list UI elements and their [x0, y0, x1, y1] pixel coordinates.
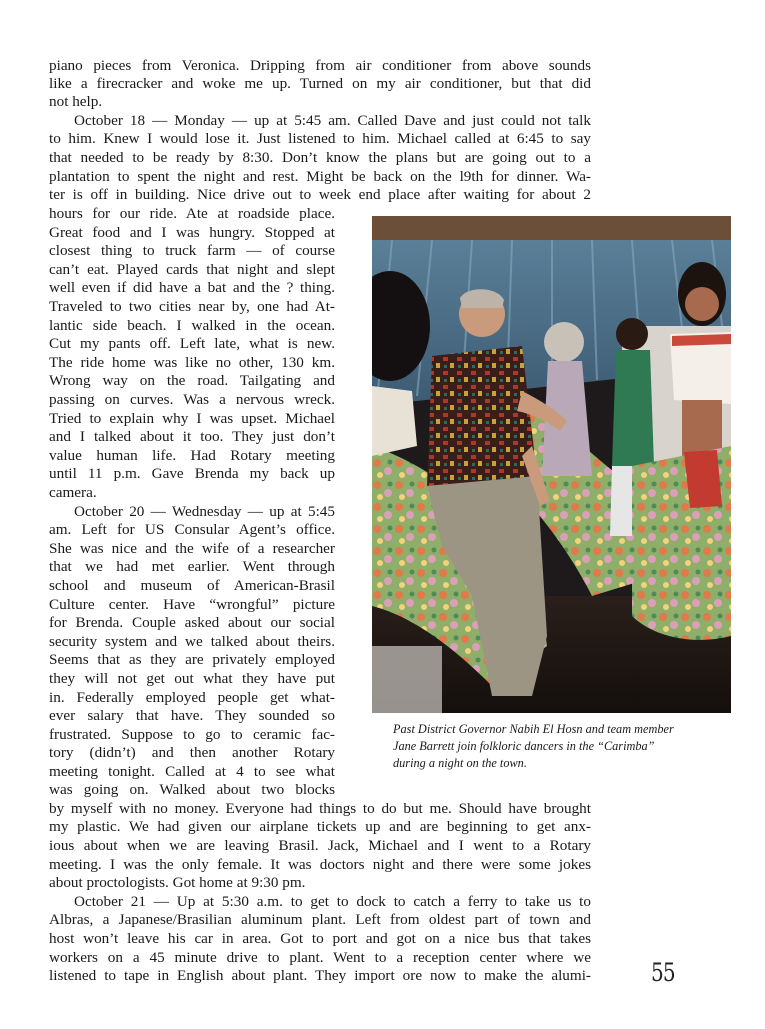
body-line: listened to tape in English about plant. They import ore now to make the alumi-: [49, 967, 591, 984]
body-line: to him. Knew I would lose it. Just listened to him. Michael called at 6:45 to say: [49, 130, 591, 147]
body-line: Great food and I was hungry. Stopped at: [49, 224, 335, 241]
caption-line: Past District Governor Nabih El Hosn and team member: [393, 722, 674, 736]
body-line: for Brenda. Couple asked about our social: [49, 614, 335, 631]
body-line: Tried to explain why I was upset. Michael: [49, 410, 335, 427]
body-line: Traveled to two cities near by, one had At-: [49, 298, 335, 315]
body-line: meeting. I was the only female. It was doctors night and there were some jokes: [49, 856, 591, 873]
dancers-photo: [372, 216, 731, 713]
body-line: camera.: [49, 484, 97, 501]
page-number: 55: [651, 958, 675, 987]
body-line: that needed to be ready by 8:30. Don’t know the plans but are going out to a: [49, 149, 591, 166]
body-line: was going on. Walked about two blocks: [49, 781, 335, 798]
body-line: not help.: [49, 93, 103, 110]
body-line: Albras, a Japanese/Brasilian aluminum plant. Left from oldest part of town and: [49, 911, 591, 928]
body-line: She was nice and the wife of a researcher: [49, 540, 335, 557]
body-line: Wrong way on the road. Tailgating and: [49, 372, 335, 389]
body-line: my plastic. We had given our airplane tickets up and are beginning to get anx-: [49, 818, 591, 835]
body-line: passing on curves. Was a nervous wreck.: [49, 391, 335, 408]
caption-line: during a night on the town.: [393, 756, 527, 770]
body-line: lantic side beach. I walked in the ocean.: [49, 317, 335, 334]
body-line: October 20 — Wednesday — up at 5:45: [74, 503, 335, 520]
body-line: workers on a 45 minute drive to plant. Went to a reception center where we: [49, 949, 591, 966]
body-line: school and museum of American-Brasil: [49, 577, 335, 594]
body-line: Seems that as they are privately employed: [49, 651, 335, 668]
body-line: October 18 — Monday — up at 5:45 am. Called Dave and just could not talk: [74, 112, 591, 129]
body-line: meeting tonight. Called at 4 to see what: [49, 763, 335, 780]
body-line: like a firecracker and woke me up. Turned on my air conditioner, but that did: [49, 75, 591, 92]
body-line: ever salary that have. They sounded so: [49, 707, 335, 724]
body-line: am. Left for US Consular Agent’s office.: [49, 521, 335, 538]
body-line: plantation to spent the night and rest. Might be back on the l9th for dinner. Wa-: [49, 168, 591, 185]
photo-caption: [393, 721, 733, 772]
body-line: that we had met earlier. Went through: [49, 558, 335, 575]
body-line: can’t eat. Played cards that night and slept: [49, 261, 335, 278]
caption-line: Jane Barrett join folkloric dancers in the “Carimba”: [393, 739, 655, 753]
body-line: until 11 p.m. Gave Brenda my back up: [49, 465, 335, 482]
body-line: by myself with no money. Everyone had things to do but me. Should have brought: [49, 800, 591, 817]
body-line: closest thing to truck farm — of course: [49, 242, 335, 259]
body-line: value human life. Had Rotary meeting: [49, 447, 335, 464]
body-line: host won’t leave his car in area. Got to port and got on a nice bus that takes: [49, 930, 591, 947]
body-line: about proctologists. Got home at 9:30 pm.: [49, 874, 306, 891]
body-line: Culture center. Have “wrongful” picture: [49, 596, 335, 613]
body-line: frustrated. Suppose to go to ceramic fac-: [49, 726, 335, 743]
body-line: October 21 — Up at 5:30 a.m. to get to dock to catch a ferry to take us to: [74, 893, 591, 910]
body-line: piano pieces from Veronica. Dripping from air conditioner from above sounds: [49, 57, 591, 74]
body-line: security system and we talked about theirs.: [49, 633, 335, 650]
body-line: they will not get out what they have put: [49, 670, 335, 687]
body-line: in. Federally employed people get what-: [49, 689, 335, 706]
body-line: well even if did have a bat and the ? thing.: [49, 279, 335, 296]
body-line: The ride home was like no other, 130 km.: [49, 354, 335, 371]
body-line: Cut my pants off. Left late, what is new.: [49, 335, 335, 352]
body-line: ious about when we are leaving Brasil. Jack, Michael and I went to a Rotary: [49, 837, 591, 854]
body-line: hours for our ride. Ate at roadside place.: [49, 205, 335, 222]
body-line: ter is off in building. Nice drive out to week end place after waiting for about 2: [49, 186, 591, 203]
body-line: and I talked about it too. They just don’t: [49, 428, 335, 445]
body-line: tory (didn’t) and then another Rotary: [49, 744, 335, 761]
